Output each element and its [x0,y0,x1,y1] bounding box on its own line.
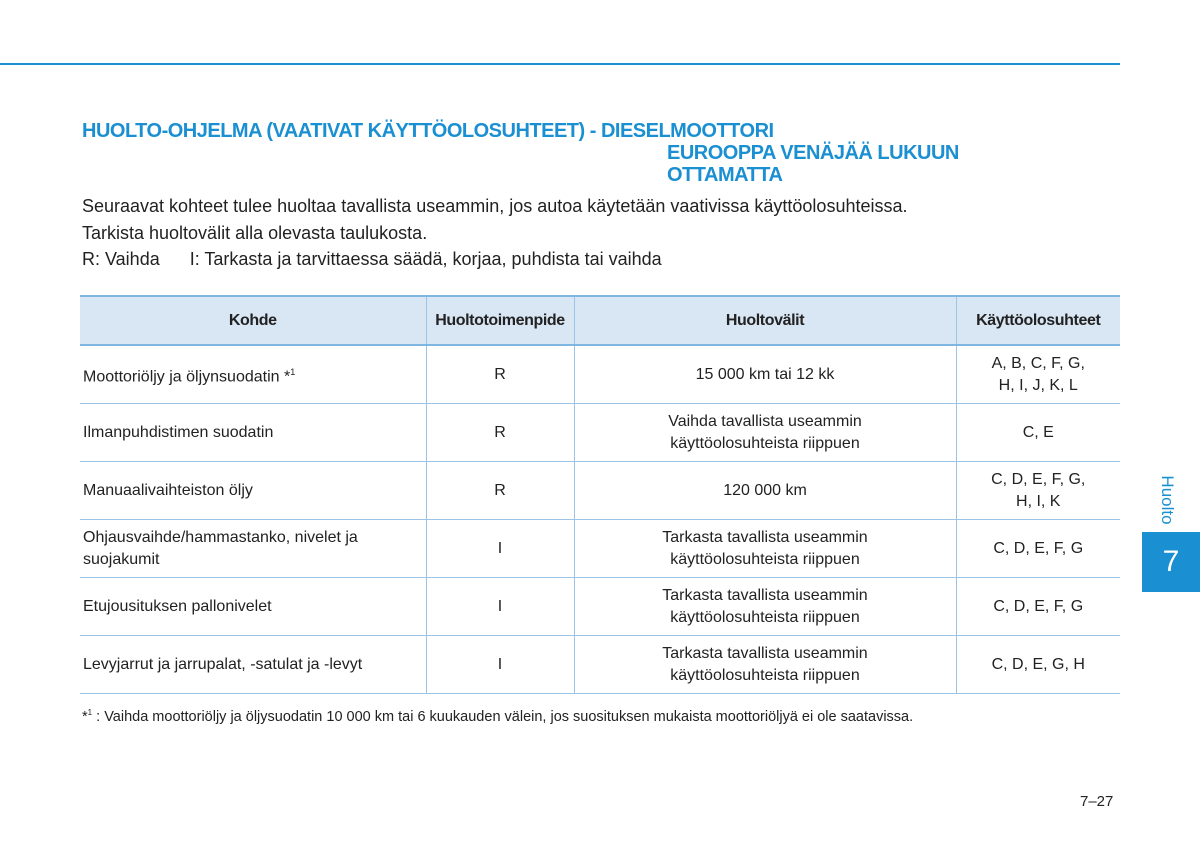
legend-line [82,246,908,273]
cell-item: Levyjarrut ja jarrupalat, -satulat ja -levyt [80,636,426,694]
cell-item: Ilmanpuhdistimen suodatin [80,404,426,462]
title-line-1: HUOLTO-OHJELMA (VAATIVAT KÄYTTÖOLOSUHTEET) - DIESELMOOTTORI [82,120,774,142]
cell-conditions: A, B, C, F, G, H, I, J, K, L [956,345,1120,404]
cell-action: I [426,578,574,636]
table-row [80,578,1120,636]
cell-conditions: C, D, E, F, G [956,520,1120,578]
footnote-sup: 1 [87,708,93,717]
cell-item: Ohjausvaihde/hammastanko, nivelet ja suojakumit [80,520,426,578]
cell-conditions: C, D, E, G, H [956,636,1120,694]
cell-interval: 120 000 km [574,462,956,520]
title-line-3: OTTAMATTA [667,164,783,186]
cell-action: R [426,345,574,404]
cell-action: R [426,404,574,462]
cell-conditions: C, D, E, F, G [956,578,1120,636]
header-kohde: Kohde [80,296,426,345]
cell-action: R [426,462,574,520]
cell-interval: Tarkasta tavallista useammin käyttöolosuhteista riippuen [574,636,956,694]
legend-i: I: Tarkasta ja tarvittaessa säädä, korjaa, puhdista tai vaihda [189,249,662,269]
cell-interval: Tarkasta tavallista useammin käyttöolosuhteista riippuen [574,520,956,578]
cell-interval: Vaihda tavallista useammin käyttöolosuhteista riippuen [574,404,956,462]
cell-interval: 15 000 km tai 12 kk [574,345,956,404]
cell-item: Manuaalivaihteiston öljy [80,462,426,520]
table-row [80,636,1120,694]
top-rule [0,63,1120,65]
chapter-side-label: Huolto [1158,475,1177,525]
chapter-tab: 7 [1142,532,1200,592]
intro-line-2: Tarkista huoltovälit alla olevasta taulukosta. [82,222,428,243]
table-row [80,462,1120,520]
cell-item: Moottoriöljy ja öljynsuodatin *$^1$ [80,345,426,404]
header-kayttoolosuhteet: Käyttöolosuhteet [956,296,1120,345]
intro-line-1: Seuraavat kohteet tulee huoltaa tavallista useammin, jos autoa käytetään vaativissa käyttöolosuhteissa. [82,196,908,216]
header-huoltovalit: Huoltovälit [574,296,956,345]
footnote-text: : Vaihda moottoriöljy ja öljysuodatin 10 000 km tai 6 kuukauden välein, jos suosituksen mukaista moottoriöljyä ei ole saatavissa. [92,708,914,725]
page-number: 7–27 [1080,793,1114,810]
table-row [80,404,1120,462]
footnote [82,708,913,725]
legend-r: R: Vaihda [82,249,160,269]
title-line-2: EUROOPPA VENÄJÄÄ LUKUUN [667,142,959,164]
cell-action: I [426,520,574,578]
footnote-mark: * [82,708,88,725]
cell-item: Etujousituksen pallonivelet [80,578,426,636]
table-row [80,345,1120,404]
cell-interval: Tarkasta tavallista useammin käyttöolosuhteista riippuen [574,578,956,636]
page-title [82,120,959,186]
cell-conditions: C, D, E, F, G, H, I, K [956,462,1120,520]
cell-conditions: C, E [956,404,1120,462]
cell-action: I [426,636,574,694]
header-huoltotoimenpide: Huoltotoimenpide [426,296,574,345]
table-row [80,520,1120,578]
table-header-row [80,296,1120,345]
maintenance-table [80,295,1120,694]
intro-text [82,193,908,273]
